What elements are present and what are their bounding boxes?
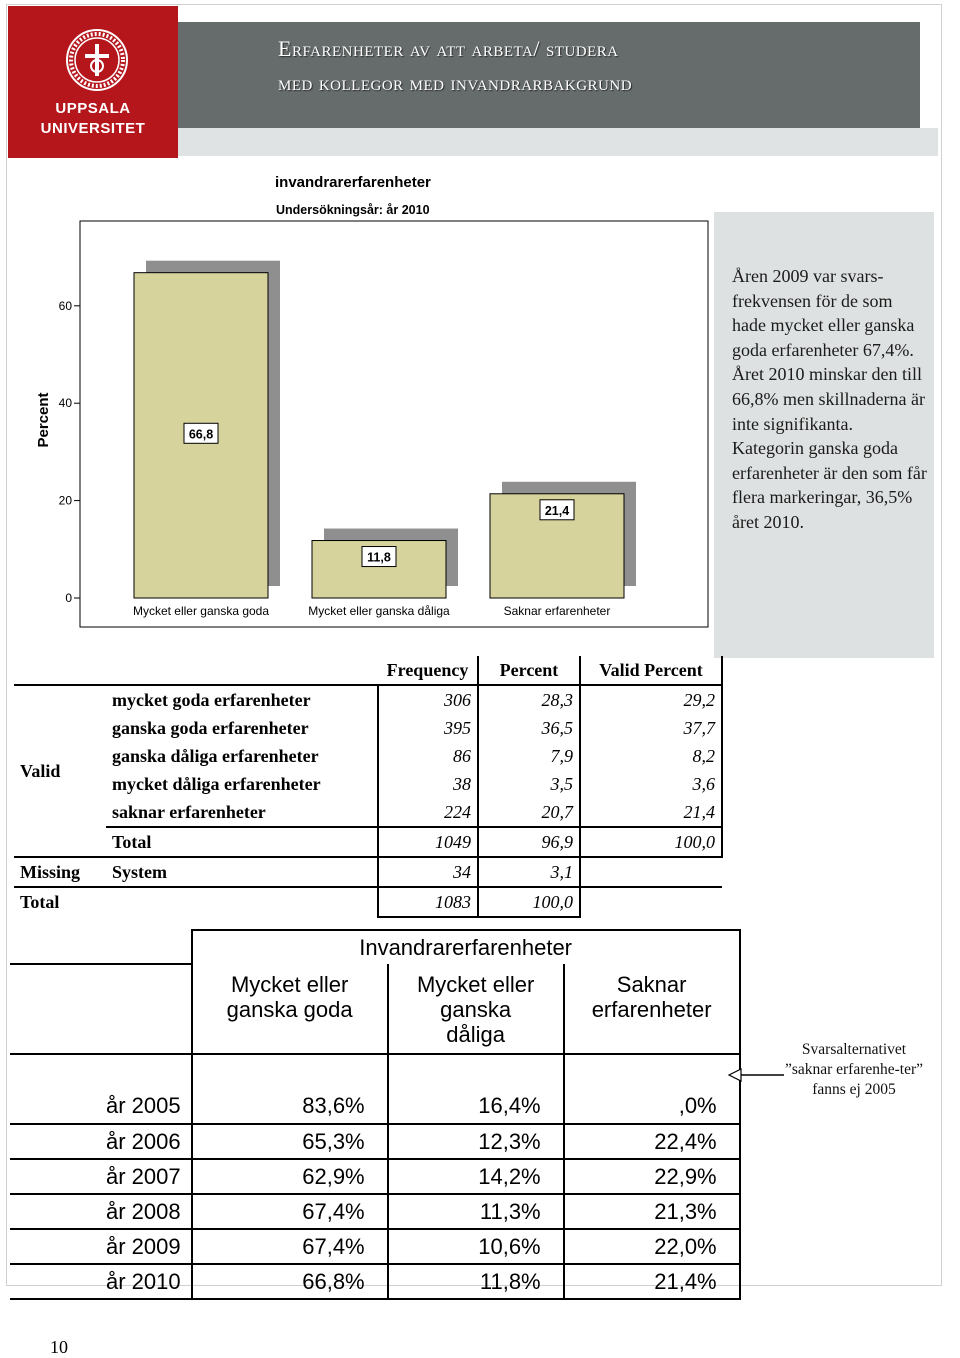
row-valid-percent: 37,7	[580, 714, 722, 742]
logo-text-line2: UNIVERSITET	[40, 120, 146, 137]
year-label: år 2008	[10, 1194, 192, 1229]
year-value: 22,9%	[564, 1159, 740, 1194]
year-value: 83,6%	[192, 1089, 388, 1124]
logo-text-line1: UPPSALA	[55, 100, 131, 117]
x-category-label: Saknar erfarenheter	[503, 604, 611, 618]
year-label: år 2005	[10, 1089, 192, 1124]
column-header: Saknar erfarenheter	[564, 964, 740, 1054]
row-valid-percent: 100,0	[580, 827, 722, 857]
row-percent: 100,0	[478, 887, 580, 917]
row-frequency: 1049	[378, 827, 478, 857]
year-label: år 2009	[10, 1229, 192, 1264]
arrow-head-icon	[729, 1069, 741, 1081]
row-label: mycket dåliga erfarenheter	[112, 773, 321, 794]
column-header: Mycket eller ganska goda	[192, 964, 388, 1054]
year-value: 12,3%	[388, 1124, 564, 1159]
year-value: 14,2%	[388, 1159, 564, 1194]
year-value: 66,8%	[192, 1264, 388, 1299]
year-value: 10,6%	[388, 1229, 564, 1264]
annotation-note: Svarsalternativet ”saknar erfarenhe-ter” fanns ej 2005	[784, 1041, 924, 1098]
year-value: 62,9%	[192, 1159, 388, 1194]
year-value: 22,4%	[564, 1124, 740, 1159]
row-frequency: 224	[378, 798, 478, 827]
header-percent: Percent	[478, 656, 580, 685]
row-percent: 36,5	[478, 714, 580, 742]
row-percent: 3,1	[478, 857, 580, 887]
x-category-label: Mycket eller ganska goda	[132, 604, 270, 618]
year-value: 65,3%	[192, 1124, 388, 1159]
year-value: ,0%	[564, 1089, 740, 1124]
row-label: ganska dåliga erfarenheter	[112, 745, 319, 766]
row-label: System	[106, 857, 378, 887]
page-title-line2: med kollegor med invandrarbakgrund	[278, 70, 633, 95]
year-label: år 2006	[10, 1124, 192, 1159]
row-frequency: 306	[378, 685, 478, 714]
page-title-line1: Erfarenheter av att arbeta/ studera	[278, 36, 619, 61]
data-label: 66,8	[188, 427, 214, 442]
row-valid-percent: 21,4	[580, 798, 722, 827]
y-tick-label: 40	[58, 396, 72, 411]
row-label: ganska goda erfarenheter	[112, 717, 309, 738]
data-label: 21,4	[544, 503, 570, 518]
valid-label: Valid	[14, 685, 106, 857]
year-value: 11,3%	[388, 1194, 564, 1229]
row-percent: 28,3	[478, 685, 580, 714]
group-header: Invandrarerfarenheter	[192, 930, 740, 964]
row-label: mycket goda erfarenheter	[106, 685, 378, 714]
year-value: 16,4%	[388, 1089, 564, 1124]
page-number: 10	[50, 1337, 68, 1357]
row-label: saknar erfarenheter	[112, 801, 266, 822]
row-valid-percent: 8,2	[580, 742, 722, 770]
row-percent: 7,9	[478, 742, 580, 770]
header-valid-percent: Valid Percent	[580, 656, 722, 685]
year-value: 67,4%	[192, 1229, 388, 1264]
missing-label: Missing	[14, 857, 106, 887]
row-valid-percent: 29,2	[580, 685, 722, 714]
row-percent: 3,5	[478, 770, 580, 798]
chart-title: invandrarerfarenheter	[275, 174, 431, 191]
year-value: 22,0%	[564, 1229, 740, 1264]
x-category-label: Mycket eller ganska dåliga	[308, 604, 450, 618]
y-axis-label: Percent	[35, 392, 52, 448]
row-percent: 20,7	[478, 798, 580, 827]
row-percent: 96,9	[478, 827, 580, 857]
chart-subtitle: Undersökningsår: år 2010	[276, 203, 430, 217]
year-label: år 2007	[10, 1159, 192, 1194]
year-value: 11,8%	[388, 1264, 564, 1299]
side-note-text: Åren 2009 var svars-frekvensen för de som hade mycket eller ganska goda erfarenheter 67,4%. Året 2010 minskar den till 66,8% men skillnaderna är inte signifikanta. Kategorin ganska goda erfarenheter är den som får flera markeringar, 36,5% året 2010.	[732, 266, 927, 532]
year-value: 67,4%	[192, 1194, 388, 1229]
row-frequency: 86	[378, 742, 478, 770]
row-valid-percent: 3,6	[580, 770, 722, 798]
row-frequency: 34	[378, 857, 478, 887]
row-frequency: 38	[378, 770, 478, 798]
row-frequency: 395	[378, 714, 478, 742]
total-label: Total	[14, 887, 378, 917]
year-value: 21,4%	[564, 1264, 740, 1299]
y-tick-label: 0	[65, 591, 72, 605]
year-label: år 2010	[10, 1264, 192, 1299]
row-frequency: 1083	[378, 887, 478, 917]
row-label: Total	[106, 827, 378, 857]
column-header: Mycket eller ganska dåliga	[388, 964, 564, 1054]
header-frequency: Frequency	[378, 656, 478, 685]
data-label: 11,8	[367, 550, 391, 565]
y-tick-label: 60	[58, 298, 72, 313]
year-value: 21,3%	[564, 1194, 740, 1229]
y-tick-label: 20	[58, 493, 72, 508]
